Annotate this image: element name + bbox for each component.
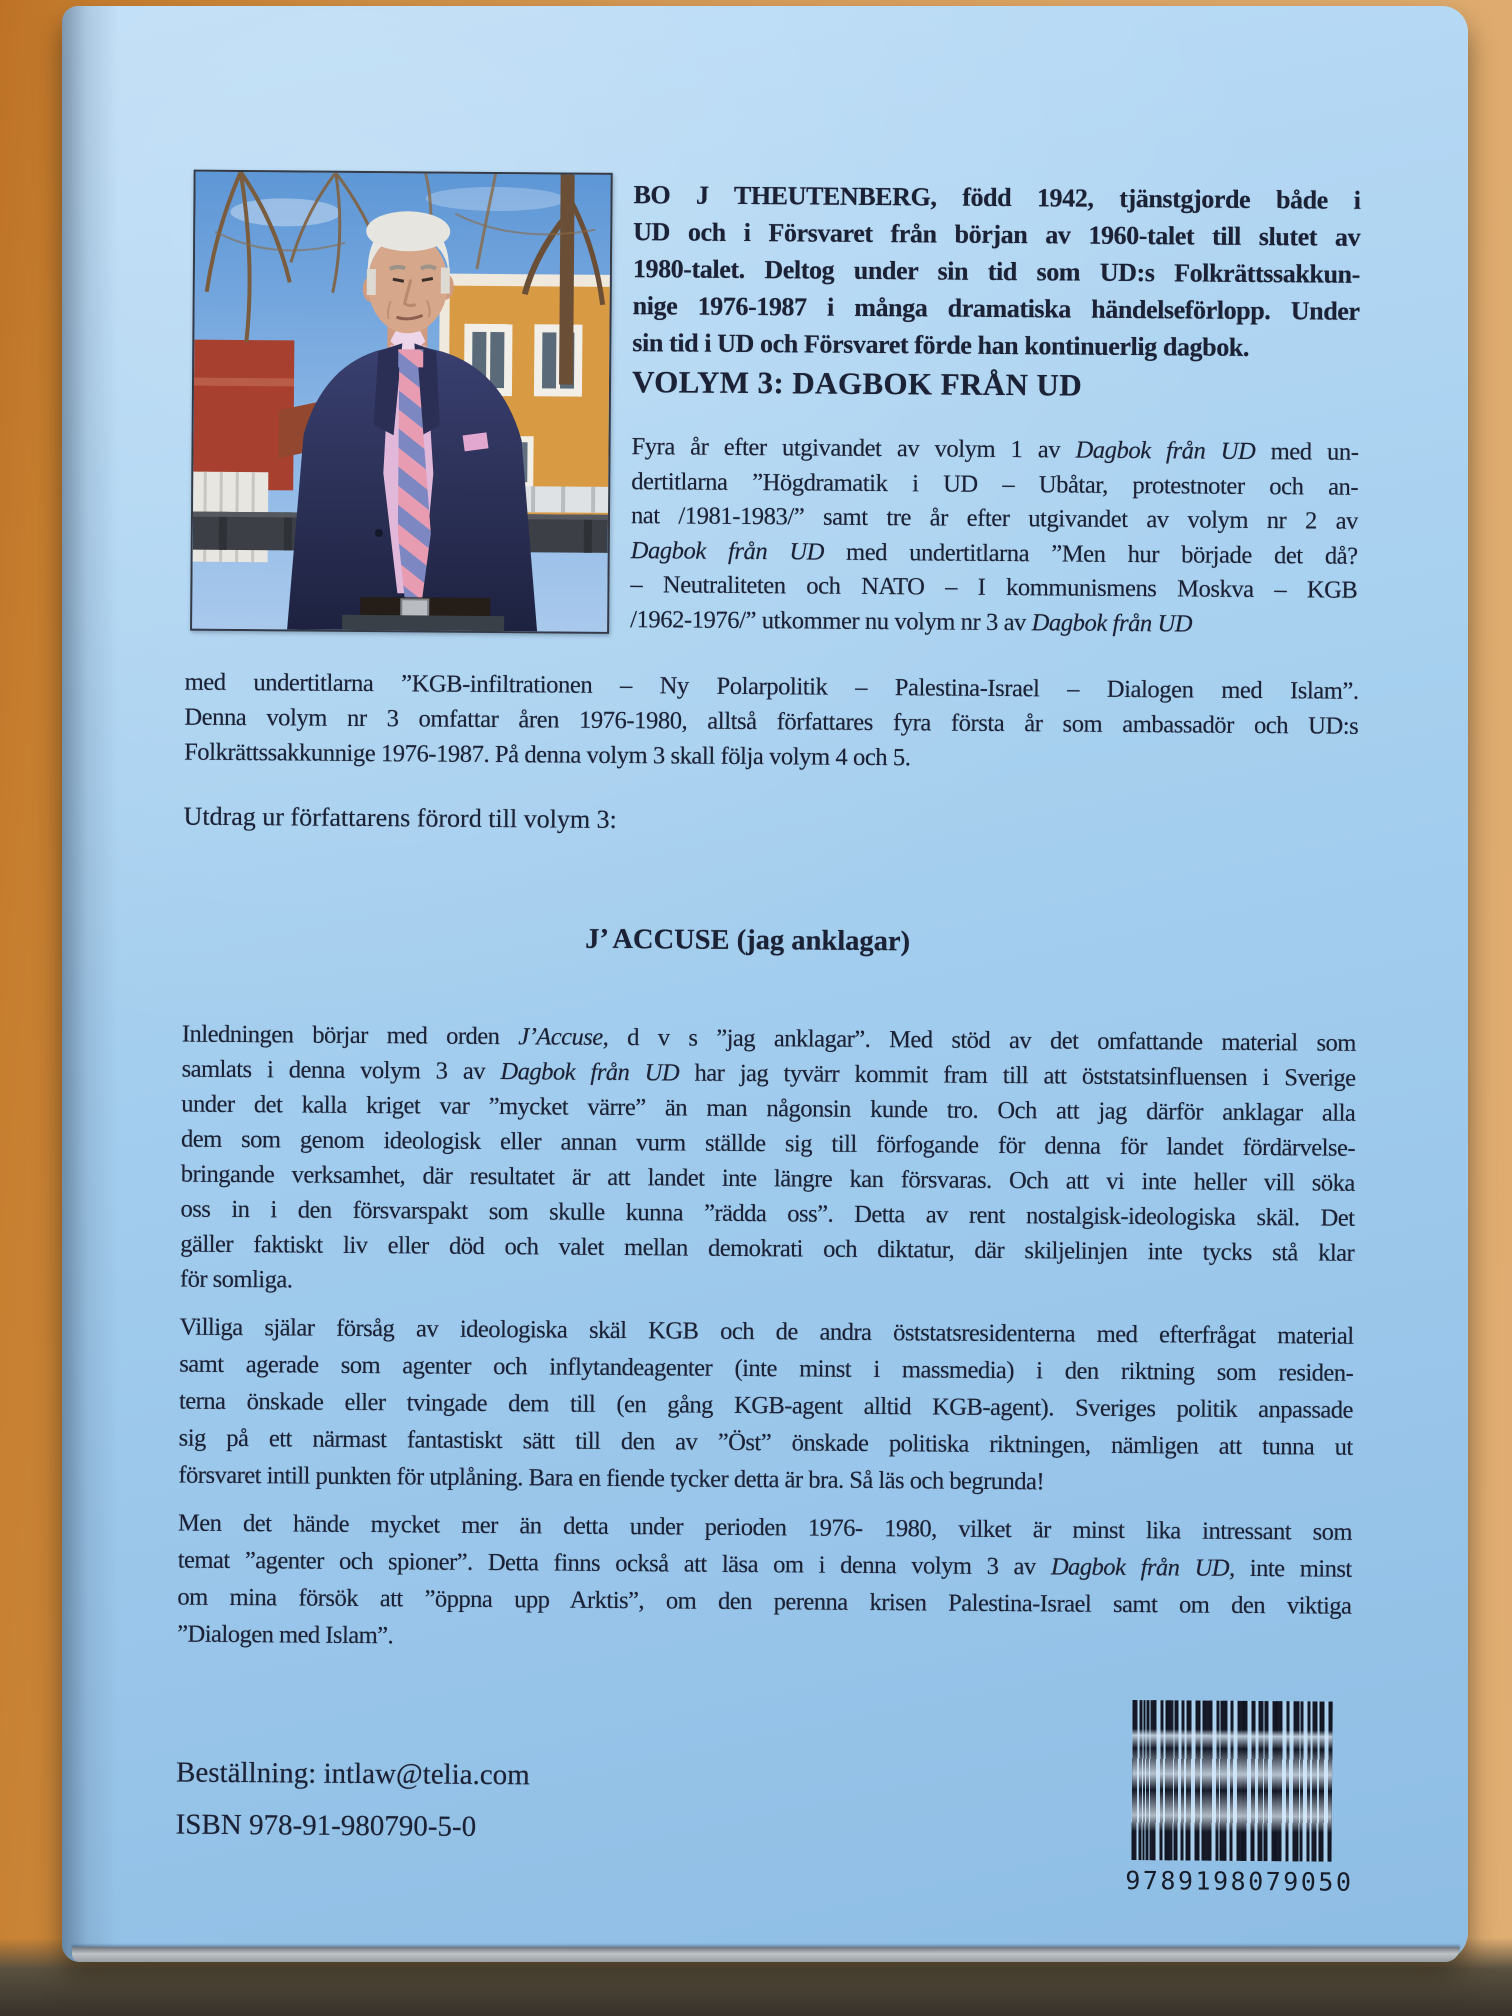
order-email-line: Beställning: intlaw@telia.com bbox=[175, 1756, 530, 1792]
intro-continuation: med undertitlarna ”KGB-infiltrationen – Ny Polarpolitik – Palestina-Israel – Dialogen med Islam”. Denna volym nr 3 omfattar åren 1976-1980, alltså författares fyra första år som ambassadör och UD:s Folkrättssakkunnige 1976-1987. På denna volym 3 skall följa volym 4 och 5. bbox=[184, 668, 1359, 772]
foreword-paragraph-1: Inledningen börjar med orden J’Accuse, d v s ”jag anklagar”. Med stöd av det omfattande material som samlats i denna volym 3 av Dagbok från UD har jag tyvärr kommit fram till att öststatsinfluensen i Sverige under det kalla kriget var ”mycket värre” än man någonsin kunde tro. Och att jag därför anklagar alla dem som genom ideologisk eller annan vurm ställde sig till förfogande för denna för landet fördärvelse- bringande verksamhet, där resultatet är att landet inte längre kan försvaras. Och att vi inte heller vill söka oss in i den försvarspakt som skulle kunna ”rädda oss”. Detta av rent nostalgisk-ideologiska skäl. Det gäller faktiskt liv eller död och valet mellan demokrati och diktatur, där skiljelinjen inte tycks stå klar för somliga. bbox=[179, 1020, 1356, 1294]
author-photo bbox=[190, 170, 613, 634]
isbn-line: ISBN 978-91-980790-5-0 bbox=[175, 1808, 477, 1843]
foreword-paragraph-2: Villiga själar försåg av ideologiska skäl KGB och de andra öststatsresidenterna med efterfrågat material samt agerade som agenter och inflytandeagenter (inte minst i massmedia) i den riktning som residen- terna önskade eller tvingade dem till (en gång KGB-agent alltid KGB-agent). Sveriges politik anpassade sig på ett närmast fantastiskt sätt till den av ”Öst” önskade politiska riktningen, nämligen att tunna ut försvaret intill punkten för utplåning. Bara en fiende tycker detta är bra. Så läs och begrunda! bbox=[178, 1313, 1354, 1496]
excerpt-note: Utdrag ur författarens förord till volym 3: bbox=[183, 801, 617, 834]
barcode-bars bbox=[1131, 1700, 1332, 1862]
volume-heading: VOLYM 3: DAGBOK FRÅN UD bbox=[631, 364, 1083, 403]
book-back-cover bbox=[62, 6, 1468, 1962]
barcode-digits: 9789198079050 bbox=[1125, 1865, 1354, 1897]
foreword-paragraph-3: Men det hände mycket mer än detta under perioden 1976- 1980, vilket är minst lika intressant som temat ”agenter och spioner”. Detta finns också att läsa om i denna volym 3 av Dagbok från UD, inte minst om mina försök att ”öppna upp Arktis”, om den perenna krisen Palestina-Israel samt om den viktiga ”Dialogen med Islam”. bbox=[177, 1509, 1353, 1650]
barcode bbox=[1125, 1700, 1354, 1910]
section-heading: J’ ACCUSE (jag anklagar) bbox=[585, 923, 911, 958]
intro-right-column: Fyra år efter utgivandet av volym 1 av Dagbok från UD med un- dertitlarna ”Högdramatik i UD – Ubåtar, protestnoter och an- nat /1981-1983/” samt tre år efter utgivandet av volym nr 2 av Dagbok från UD med undertitlarna ”Men hur började det då? – Neutraliteten och NATO – I kommunismens Moskva – KGB /1962-1976/” utkommer nu volym nr 3 av Dagbok från UD bbox=[630, 433, 1359, 638]
cover-content bbox=[47, 2, 1468, 1969]
author-photo-illustration bbox=[192, 172, 611, 632]
author-bio: BO J THEUTENBERG, född 1942, tjänstgjorde både i UD och i Försvaret från början av 1960-talet till slutet av 1980-talet. Deltog under sin tid som UD:s Folkrättssakkun- nige 1976-1987 i många dramatiska händelseförlopp. Under sin tid i UD och Försvaret förde han kontinuerlig dagbok. bbox=[632, 180, 1361, 362]
book-page-edge bbox=[72, 1947, 1460, 1962]
